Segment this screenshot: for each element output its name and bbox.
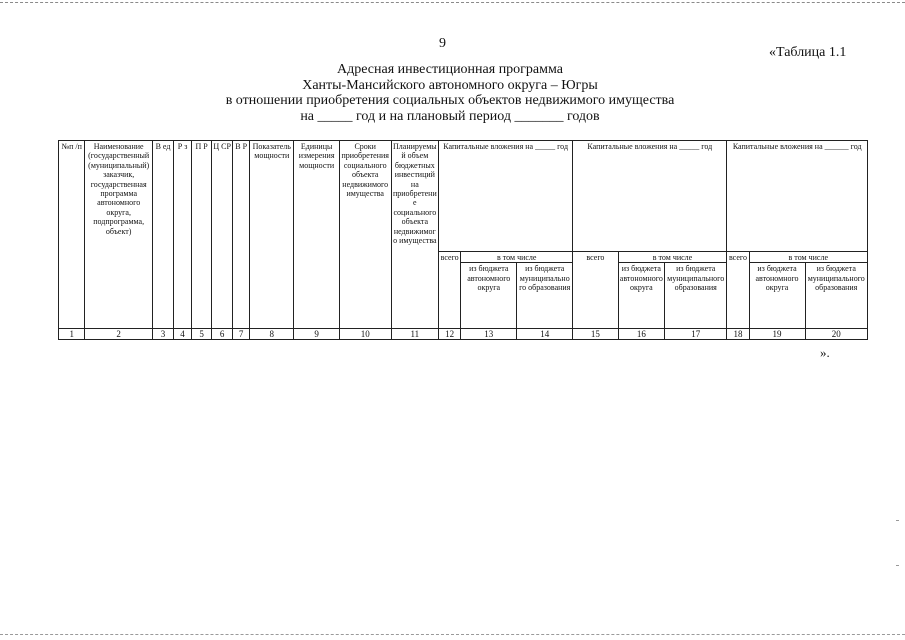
header-municipal-budget-3: из бюджета муниципального образования xyxy=(805,263,867,329)
closing-quote: ». xyxy=(820,345,830,360)
column-number: 1 xyxy=(59,329,85,340)
column-number: 19 xyxy=(749,329,805,340)
title-line-3: в отношении приобретения социальных объектов недвижимого имущества xyxy=(225,93,675,108)
investment-table xyxy=(58,140,868,340)
header-pr: П Р xyxy=(192,141,212,329)
table-reference: «Таблица 1.1 xyxy=(769,45,847,60)
header-group-1: Капитальные вложения на _____ год xyxy=(439,141,573,252)
title-line-4: на _____ год и на плановый период _______ годов xyxy=(300,108,600,124)
page-number: 9 xyxy=(439,36,446,51)
column-number: 13 xyxy=(461,329,517,340)
header-okrug-budget-3: из бюджета автономного округа xyxy=(749,263,805,329)
column-number: 3 xyxy=(152,329,173,340)
header-including-1: в том числе xyxy=(461,252,573,263)
column-number: 16 xyxy=(618,329,664,340)
column-number: 12 xyxy=(439,329,461,340)
document-title xyxy=(0,62,900,124)
column-number: 14 xyxy=(517,329,573,340)
scan-edge-mark xyxy=(896,565,899,566)
header-okrug-budget-2: из бюджета автономного округа xyxy=(618,263,664,329)
column-number: 17 xyxy=(665,329,727,340)
header-vr: В Р xyxy=(233,141,250,329)
column-number: 18 xyxy=(727,329,749,340)
column-number-row xyxy=(59,329,868,340)
column-number: 15 xyxy=(573,329,618,340)
column-number: 2 xyxy=(85,329,153,340)
header-group-3: Капитальные вложения на ______ год xyxy=(727,141,868,252)
column-number: 4 xyxy=(174,329,192,340)
header-total-3: всего xyxy=(727,252,749,329)
header-csr: Ц СР xyxy=(212,141,233,329)
header-including-3: в том числе xyxy=(749,252,867,263)
column-number: 8 xyxy=(250,329,294,340)
scan-edge-mark xyxy=(896,520,899,521)
header-terms-cont xyxy=(339,252,391,329)
header-municipal-budget-1: из бюджета муниципального образования xyxy=(517,263,573,329)
column-number: 5 xyxy=(192,329,212,340)
header-total-1: всего xyxy=(439,252,461,329)
column-number: 10 xyxy=(339,329,391,340)
header-name: Наименование (государственный (муниципальный) заказчик, государственная программа автономного округа, подпрограмма, объект) xyxy=(85,141,153,329)
column-number: 20 xyxy=(805,329,867,340)
header-okrug-budget-1: из бюджета автономного округа xyxy=(461,263,517,329)
column-number: 9 xyxy=(294,329,339,340)
title-line-1: Адресная инвестиционная программа xyxy=(337,62,563,77)
header-rz: Р з xyxy=(174,141,192,329)
header-capacity: Показатель мощности xyxy=(250,141,294,329)
column-number: 11 xyxy=(391,329,439,340)
header-ved: В ед xyxy=(152,141,173,329)
title-line-2: Ханты-Мансийского автономного округа – Югры xyxy=(302,77,598,93)
header-municipal-budget-2: из бюджета муниципального образования xyxy=(665,263,727,329)
header-total-2: всего xyxy=(573,252,618,329)
header-including-2: в том числе xyxy=(618,252,727,263)
column-number: 6 xyxy=(212,329,233,340)
scan-top-border xyxy=(0,2,905,3)
header-terms: Сроки приобретения социального объекта недвижимого имущества xyxy=(339,141,391,252)
scan-bottom-border xyxy=(0,634,905,635)
header-units: Единицы измерения мощности xyxy=(294,141,339,329)
header-planned-volume: Планируемый объем бюджетных инвестиций на приобретение социального объекта недвижимого имущества xyxy=(391,141,439,329)
header-number: №п /п xyxy=(59,141,85,329)
column-number: 7 xyxy=(233,329,250,340)
header-group-2: Капитальные вложения на _____ год xyxy=(573,141,727,252)
